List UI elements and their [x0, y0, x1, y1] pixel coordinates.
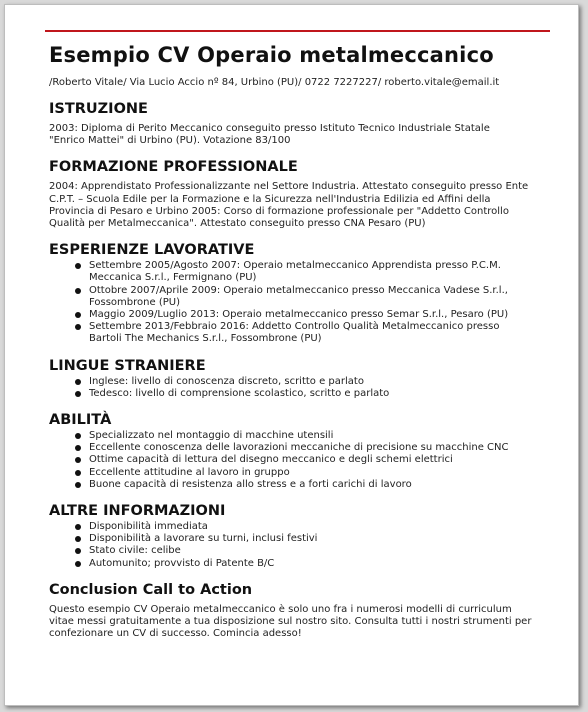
section-title-formazione: FORMAZIONE PROFESSIONALE: [49, 159, 298, 176]
esperienze-list: [49, 260, 554, 345]
list-item: [89, 533, 554, 545]
istruzione-line: 2003: Diploma di Perito Meccanico conseguito presso Istituto Tecnico Industriale Statale: [49, 123, 490, 134]
item-text: Stato civile: celibe: [89, 545, 181, 557]
section-conclusion: [49, 580, 554, 641]
bullet-icon: [75, 379, 81, 385]
section-esperienze: [49, 240, 554, 345]
conclusion-line: confezionare un CV di successo. Comincia adesso!: [49, 628, 302, 640]
lingue-list: [49, 376, 554, 400]
list-item: [89, 388, 554, 400]
section-title-altre: ALTRE INFORMAZIONI: [49, 503, 226, 520]
list-item: [89, 285, 554, 309]
abilita-list: [49, 430, 554, 491]
item-text: Disponibilità immediata: [89, 521, 208, 533]
section-lingue: [49, 356, 554, 400]
istruzione-line: "Enrico Mattei" di Urbino (PU). Votazione 83/100: [49, 135, 291, 147]
bullet-icon: [75, 391, 81, 397]
item-line: Bartoli The Mechanics S.r.l., Fossombrone (PU): [89, 333, 322, 345]
bullet-icon: [75, 288, 81, 294]
list-item: [89, 479, 554, 491]
section-abilita: [49, 410, 554, 491]
item-line: Maggio 2009/Luglio 2013: Operaio metalmeccanico presso Semar S.r.l., Pesaro (PU): [89, 309, 509, 321]
bullet-icon: [75, 561, 81, 567]
bullet-icon: [75, 548, 81, 554]
bullet-icon: [75, 263, 81, 269]
bullet-icon: [75, 470, 81, 476]
item-text: Eccellente conoscenza delle lavorazioni meccaniche di precisione su macchine CNC: [89, 442, 509, 454]
item-line: Fossombrone (PU): [89, 296, 180, 308]
formazione-line: C.P.T. – Scuola Edile per la Formazione e la Sicurezza nell'Industria Edilizia ed Affini della: [49, 193, 491, 205]
item-text: Buone capacità di resistenza allo stress e a forti carichi di lavoro: [89, 478, 412, 490]
section-title-istruzione: ISTRUZIONE: [49, 101, 148, 117]
item-text: Ottime capacità di lettura del disegno meccanico e degli schemi elettrici: [89, 454, 453, 466]
bullet-icon: [75, 524, 81, 530]
list-item: [89, 521, 554, 533]
section-altre: [49, 501, 554, 570]
conclusion-line: Questo esempio CV Operaio metalmeccanico è solo uno fra i numerosi modelli di curriculum: [49, 603, 512, 615]
cv-page: [4, 4, 579, 706]
item-text: Inglese: livello di conoscenza discreto, scritto e parlato: [89, 375, 364, 387]
list-item: [89, 442, 554, 454]
formazione-line: Qualità per Metalmeccanica". Attestato conseguito presso CNA Pesaro (PU): [49, 218, 426, 230]
list-item: [89, 321, 554, 345]
bullet-icon: [75, 324, 81, 330]
item-text: Specializzato nel montaggio di macchine utensili: [89, 430, 334, 442]
item-line: Settembre 2013/Febbraio 2016: Addetto Controllo Qualità Metalmeccanico presso: [89, 321, 500, 333]
section-title-lingue: LINGUE STRANIERE: [49, 357, 206, 374]
item-line: Meccanica S.r.l., Fermignano (PU): [89, 272, 257, 284]
item-text: Automunito; provvisto di Patente B/C: [89, 557, 275, 569]
bullet-icon: [75, 433, 81, 439]
conclusion-line: vitae messi gratuitamente a tua disposizione sul nostro sito. Consulta tutti i nostri strumenti per: [49, 616, 532, 628]
section-title-esperienze: ESPERIENZE LAVORATIVE: [49, 242, 255, 259]
bullet-icon: [75, 445, 81, 451]
item-line: Ottobre 2007/Aprile 2009: Operaio metalmeccanico presso Meccanica Vadese S.r.l.,: [89, 284, 508, 296]
section-title-conclusion: Conclusion Call to Action: [49, 581, 253, 598]
page-title: Esempio CV Operaio metalmeccanico: [49, 43, 494, 67]
altre-list: [49, 521, 554, 570]
section-istruzione: [49, 99, 554, 147]
list-item: [89, 430, 554, 442]
item-text: Tedesco: livello di comprensione scolastico, scritto e parlato: [89, 387, 390, 399]
item-line: Settembre 2005/Agosto 2007: Operaio metalmeccanico Apprendista presso P.C.M.: [89, 260, 501, 272]
formazione-line: Provincia di Pesaro e Urbino 2005: Corso di formazione professionale per "Addetto Controllo: [49, 205, 509, 217]
contact-line: /Roberto Vitale/ Via Lucio Accio nº 84, Urbino (PU)/ 0722 7227227/ roberto.vitale@email.it: [49, 77, 500, 88]
list-item: [89, 454, 554, 466]
formazione-line: 2004: Apprendistato Professionalizzante nel Settore Industria. Attestato conseguito presso Ente: [49, 181, 529, 193]
list-item: [89, 260, 554, 284]
accent-line: [45, 30, 550, 32]
bullet-icon: [75, 536, 81, 542]
bullet-icon: [75, 312, 81, 318]
list-item: [89, 545, 554, 557]
list-item: [89, 558, 554, 570]
bullet-icon: [75, 482, 81, 488]
section-formazione: [49, 157, 554, 230]
item-text: Eccellente attitudine al lavoro in gruppo: [89, 466, 290, 478]
item-text: Disponibilità a lavorare su turni, inclusi festivi: [89, 533, 318, 545]
list-item: [89, 309, 554, 321]
section-title-abilita: ABILITÀ: [49, 412, 112, 429]
bullet-icon: [75, 457, 81, 463]
list-item: [89, 376, 554, 388]
cv-content: [49, 41, 554, 640]
list-item: [89, 467, 554, 479]
